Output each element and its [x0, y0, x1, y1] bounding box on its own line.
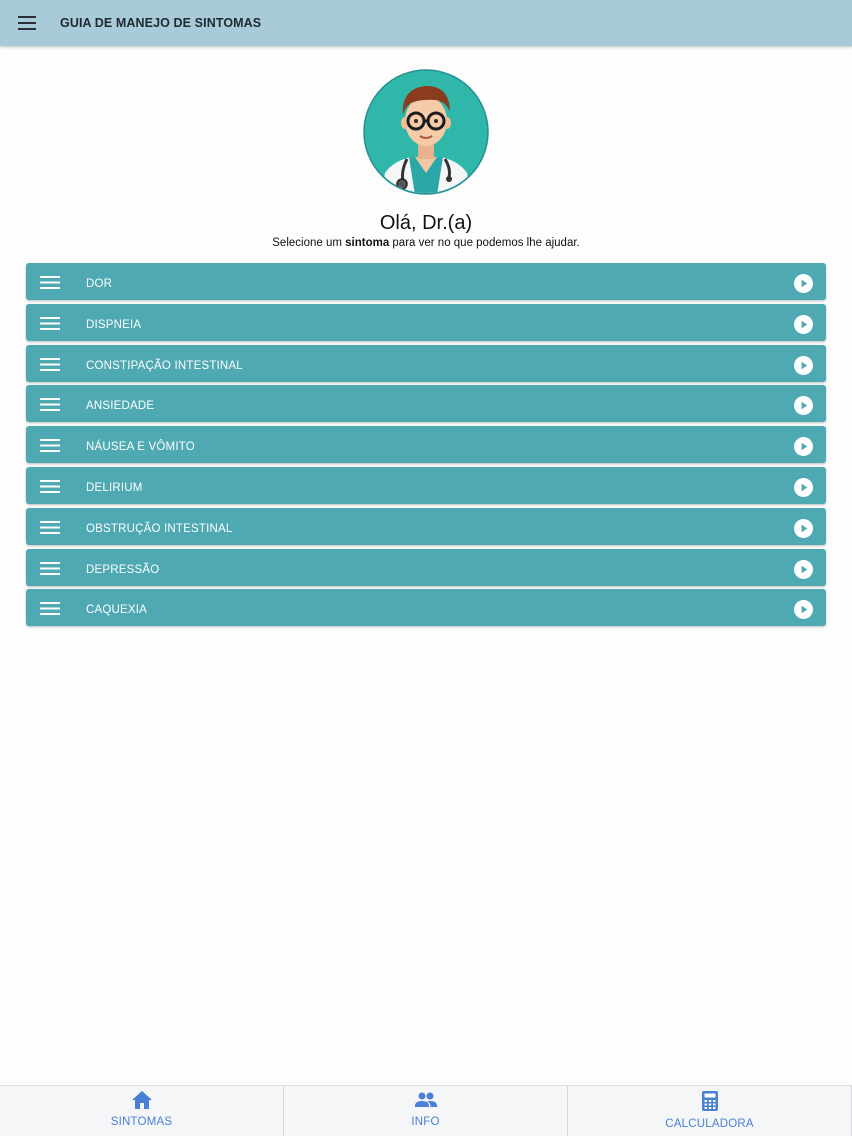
instruction-text-part: para ver no que podemos lhe ajudar. — [389, 237, 580, 249]
list-lines-icon — [40, 521, 60, 534]
greeting-heading: Olá, Dr.(a) — [379, 212, 473, 234]
symptom-label: NÁUSEA E VÔMITO — [86, 441, 195, 454]
symptom-label: DISPNEIA — [86, 318, 142, 331]
symptom-label: DEPRESSÃO — [86, 563, 160, 576]
symptom-label: DOR — [86, 278, 113, 290]
symptom-item-depressao[interactable] — [26, 549, 826, 586]
instruction-text-part: Selecione um — [272, 237, 346, 249]
menu-button[interactable] — [0, 0, 54, 46]
symptom-item-dispneia[interactable] — [26, 304, 826, 341]
symptom-label: CAQUEXIA — [86, 604, 148, 617]
play-circle-icon — [794, 437, 813, 456]
top-app-bar — [0, 0, 852, 46]
play-circle-icon — [794, 315, 813, 334]
list-lines-icon — [40, 480, 60, 493]
list-lines-icon — [40, 602, 60, 615]
calculator-icon — [702, 1091, 718, 1111]
tab-label: SINTOMAS — [110, 1116, 173, 1128]
hamburger-menu-icon — [18, 16, 36, 30]
people-icon — [415, 1091, 437, 1109]
play-circle-icon — [794, 478, 813, 497]
list-lines-icon — [40, 276, 60, 289]
doctor-avatar — [363, 69, 489, 195]
list-lines-icon — [40, 398, 60, 411]
play-circle-icon — [794, 274, 813, 293]
symptom-item-constipacao-intestinal[interactable] — [26, 345, 826, 382]
symptom-item-delirium[interactable] — [26, 467, 826, 504]
symptom-item-dor[interactable] — [26, 263, 826, 300]
symptom-item-nausea-e-vomito[interactable] — [26, 426, 826, 463]
instruction-text — [0, 237, 852, 249]
page-title: GUIA DE MANEJO DE SINTOMAS — [60, 16, 262, 30]
tab-info[interactable] — [284, 1086, 568, 1136]
tab-sintomas[interactable] — [0, 1086, 284, 1136]
symptom-item-obstrucao-intestinal[interactable] — [26, 508, 826, 545]
symptom-list — [26, 263, 826, 630]
tab-label: INFO — [411, 1116, 440, 1128]
play-circle-icon — [794, 519, 813, 538]
play-circle-icon — [794, 560, 813, 579]
tab-calculadora[interactable] — [568, 1086, 852, 1136]
symptom-label: OBSTRUÇÃO INTESTINAL — [86, 522, 233, 535]
home-icon — [132, 1091, 152, 1109]
symptom-item-ansiedade[interactable] — [26, 385, 826, 422]
bottom-navigation — [0, 1085, 852, 1136]
symptom-label: CONSTIPAÇÃO INTESTINAL — [86, 359, 243, 372]
symptom-label: ANSIEDADE — [86, 400, 155, 413]
play-circle-icon — [794, 396, 813, 415]
list-lines-icon — [40, 317, 60, 330]
symptom-label: DELIRIUM — [86, 481, 143, 494]
list-lines-icon — [40, 358, 60, 371]
tab-label: CALCULADORA — [665, 1118, 754, 1130]
symptom-item-caquexia[interactable] — [26, 589, 826, 626]
list-lines-icon — [40, 439, 60, 452]
instruction-emphasis: sintoma — [345, 237, 390, 249]
play-circle-icon — [794, 356, 813, 375]
list-lines-icon — [40, 562, 60, 575]
play-circle-icon — [794, 600, 813, 619]
